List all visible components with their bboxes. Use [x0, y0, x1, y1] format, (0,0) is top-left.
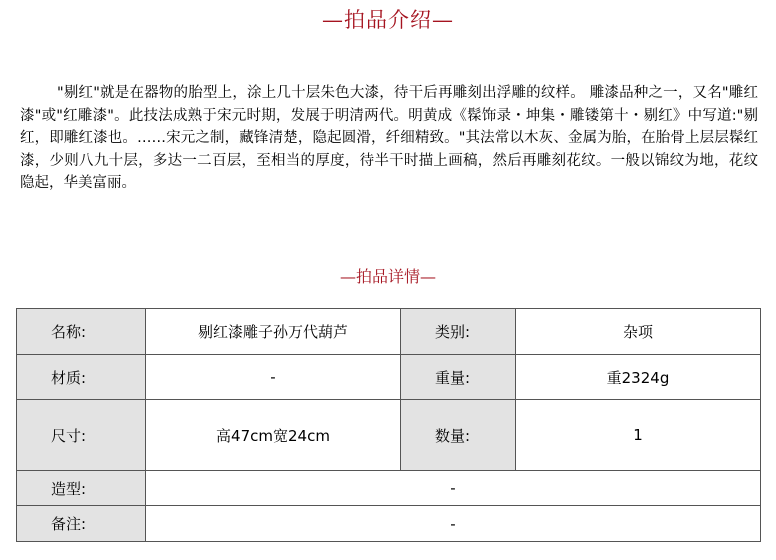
weight-value: 重2324g: [516, 355, 761, 400]
weight-label: 重量:: [401, 355, 516, 400]
size-label: 尺寸:: [17, 400, 146, 471]
name-value: 剔红漆雕子孙万代葫芦: [146, 309, 401, 355]
material-label: 材质:: [17, 355, 146, 400]
table-row: [17, 506, 761, 542]
quantity-value: 1: [516, 400, 761, 471]
quantity-label: 数量:: [401, 400, 516, 471]
material-value: -: [146, 355, 401, 400]
intro-section-title: —拍品介绍—: [322, 8, 454, 32]
category-label: 类别:: [401, 309, 516, 355]
notes-label: 备注:: [17, 506, 146, 542]
table-row: [17, 355, 761, 400]
intro-paragraph: "剔红"就是在器物的胎型上，涂上几十层朱色大漆，待干后再雕刻出浮雕的纹样。 雕漆品种之一，又名"雕红漆"或"红雕漆"。此技法成熟于宋元时期，发展于明清两代。明黄成《髹饰录・坤集・雕镂第十・剔红》中写道:"剔红，即雕红漆也。……宋元之制，藏锋清楚，隐起圆滑，纤细精致。"其法常以木灰、金属为胎，在胎骨上层层髹红漆，少则八九十层，多达一二百层，至相当的厚度，待半干时描上画稿，然后再雕刻花纹。一般以锦纹为地，花纹隐起，华美富丽。: [20, 85, 758, 191]
table-row: [17, 309, 761, 355]
details-table: [16, 308, 761, 542]
shape-label: 造型:: [17, 471, 146, 506]
table-row: [17, 400, 761, 471]
name-label: 名称:: [17, 309, 146, 355]
shape-value: -: [146, 471, 761, 506]
size-value: 高47cm宽24cm: [146, 400, 401, 471]
details-section-title: —拍品详情—: [339, 267, 436, 286]
category-value: 杂项: [516, 309, 761, 355]
notes-value: -: [146, 506, 761, 542]
table-row: [17, 471, 761, 506]
